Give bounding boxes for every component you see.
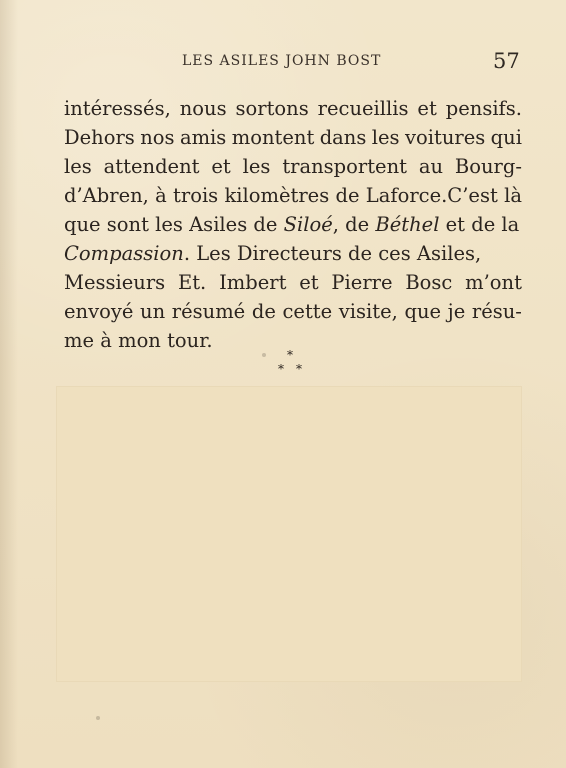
word: à [100, 329, 112, 352]
text-run: , de [332, 213, 376, 236]
page-header [0, 49, 566, 75]
asterisk-icon: * [296, 362, 302, 376]
text-line-4 [64, 181, 522, 210]
word: là [504, 184, 522, 207]
word: me [64, 329, 95, 352]
word: de [335, 184, 360, 207]
text-line-2 [64, 123, 522, 152]
text-run: . Les Directeurs de ces Asiles, [183, 242, 482, 265]
asterism-ornament [278, 349, 308, 377]
text-line-5 [64, 210, 522, 239]
word: recueillis [317, 97, 409, 120]
word: nos [140, 126, 175, 149]
word: Imbert [219, 271, 287, 294]
word: un [140, 300, 166, 323]
word: d’Abren, [64, 184, 149, 207]
word: kilomètres [224, 184, 330, 207]
word: Bourg- [454, 155, 522, 178]
word: et [299, 271, 319, 294]
running-head: LES ASILES JOHN BOST [182, 53, 382, 69]
text-run-italic: Siloé [283, 213, 333, 236]
body-text [64, 94, 522, 355]
page-number: 57 [493, 49, 520, 73]
word: dans [319, 126, 367, 149]
word: je [447, 300, 466, 323]
word: Pierre [331, 271, 393, 294]
word: résu- [471, 300, 522, 323]
word: à [155, 184, 167, 207]
word: amis [179, 126, 227, 149]
word: Dehors [64, 126, 135, 149]
word: les [242, 155, 271, 178]
word: attendent [103, 155, 200, 178]
text-line-7 [64, 268, 522, 297]
text-run-italic: Béthel [375, 213, 440, 236]
word: pensifs. [445, 97, 522, 120]
page-edge-shadow [0, 0, 18, 768]
text-line-6 [64, 239, 522, 268]
word: cette [282, 300, 333, 323]
text-run: et de la [439, 213, 520, 236]
text-run: que sont les Asiles de [64, 213, 284, 236]
text-line-8 [64, 297, 522, 326]
word: résumé [171, 300, 246, 323]
word: Messieurs [64, 271, 166, 294]
word: qui [490, 126, 522, 149]
word: m’ont [465, 271, 522, 294]
word: les [371, 126, 400, 149]
word: nous [179, 97, 227, 120]
word: Laforce.C’est [365, 184, 498, 207]
text-run-italic: Compassion [64, 242, 184, 265]
word: visite, [338, 300, 398, 323]
word: mon [118, 329, 161, 352]
asterisk-icon: * [287, 348, 293, 362]
word: transportent [282, 155, 407, 178]
word: trois [173, 184, 219, 207]
word: sortons [235, 97, 309, 120]
paper-speck [96, 716, 100, 720]
word: tour. [167, 329, 213, 352]
asterisk-icon: * [278, 362, 284, 376]
word: et [211, 155, 231, 178]
text-line-3 [64, 152, 522, 181]
word: Bosc [405, 271, 453, 294]
word: envoyé [64, 300, 134, 323]
word: les [64, 155, 92, 178]
word: et [417, 97, 437, 120]
paper-speck [262, 353, 266, 357]
word: que [404, 300, 442, 323]
word: de [251, 300, 276, 323]
word: au [418, 155, 444, 178]
text-line-1 [64, 94, 522, 123]
blank-image-area [56, 386, 522, 682]
word: Et. [177, 271, 207, 294]
word: montent [231, 126, 315, 149]
word: voitures [404, 126, 486, 149]
word: intéressés, [64, 97, 171, 120]
